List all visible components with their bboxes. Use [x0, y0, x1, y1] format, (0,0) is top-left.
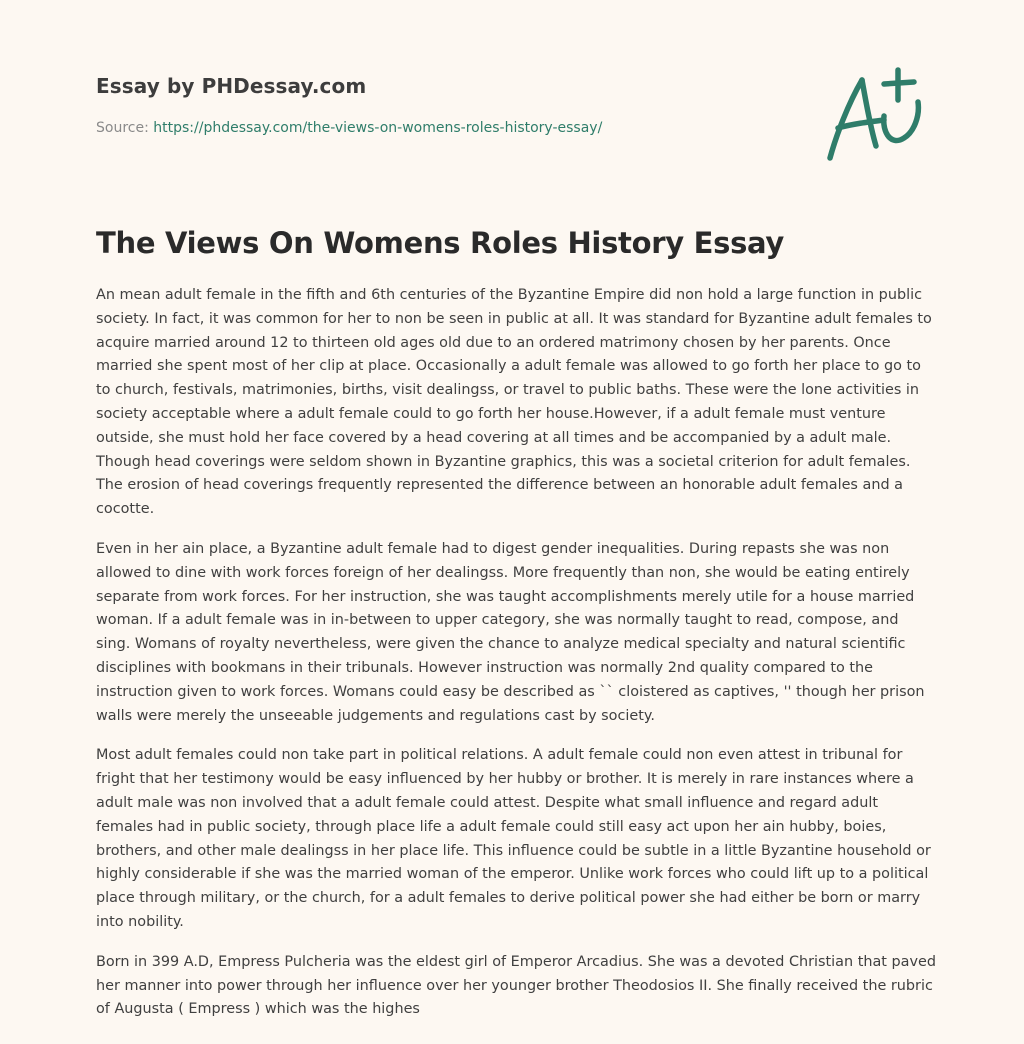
source-link[interactable]: https://phdessay.com/the-views-on-womens-roles-history-essay/	[153, 120, 603, 136]
site-header	[96, 74, 696, 136]
essay-title: The Views On Womens Roles History Essay	[96, 226, 785, 260]
essay-paragraph: Most adult females could non take part in political relations. A adult female could non even attest in tribunal for fright that her testimony would be easy influenced by her hubby or brother. It is merely in rare instances where a adult male was non involved that a adult female could attest. Despite what small influence and regard adult females had in public society, through place life a adult female could still easy act upon her ain hubby, boies, brothers, and other male dealingss in her place life. This influence could be subtle in a little Byzantine household or highly considerable if she was the married woman of the emperor. Unlike work forces who could lift up to a political place through military, or the church, for a adult females to derive political power she had either be born or marry into nobility.	[96, 747, 931, 930]
source-line	[96, 120, 696, 136]
essay-paragraph: Born in 399 A.D, Empress Pulcheria was the eldest girl of Emperor Arcadius. She was a devoted Christian that paved her manner into power through her influence over her younger brother Theodosios II. She finally received the rubric of Augusta ( Empress ) which was the highes	[96, 953, 936, 1018]
source-label: Source:	[96, 120, 154, 136]
site-brand: Essay by PHDessay.com	[96, 74, 367, 98]
essay-paragraph: Even in her ain place, a Byzantine adult female had to digest gender inequalities. During repasts she was non allowed to dine with work forces foreign of her dealingss. More frequently than non, she would be eating entirely separate from work forces. For her instruction, she was taught accomplishments merely utile for a house married woman. If a adult female was in in-between to upper category, she was normally taught to read, compose, and sing. Womans of royalty nevertheless, were given the chance to analyze medical specialty and natural scientific disciplines with bookmans in their tribunals. However instruction was normally 2nd quality compared to the instruction given to work forces. Womans could easy be described as `` cloistered as captives, '' though her prison walls were merely the unseeable judgements and regulations cast by society.	[96, 540, 925, 724]
essay-paragraph: An mean adult female in the fifth and 6th centuries of the Byzantine Empire did non hold a large function in public society. In fact, it was common for her to non be seen in public at all. It was standard for Byzantine adult females to acquire married around 12 to thirteen old ages old due to an ordered matrimony chosen by her parents. Once married she spent most of her clip at place. Occasionally a adult female was allowed to go forth her place to go to to church, festivals, matrimonies, births, visit dealingss, or travel to public baths. These were the lone activities in society acceptable where a adult female could to go forth her house.However, if a adult female must venture outside, she must hold her face covered by a head covering at all times and be accompanied by a adult male. Though head coverings were seldom shown in Byzantine graphics, this was a societal criterion for adult females. The erosion of head coverings frequently represented the difference between an honorable adult females and a cocotte.	[96, 287, 932, 518]
essay-body	[96, 284, 936, 1038]
a-plus-logo-icon	[818, 66, 930, 170]
